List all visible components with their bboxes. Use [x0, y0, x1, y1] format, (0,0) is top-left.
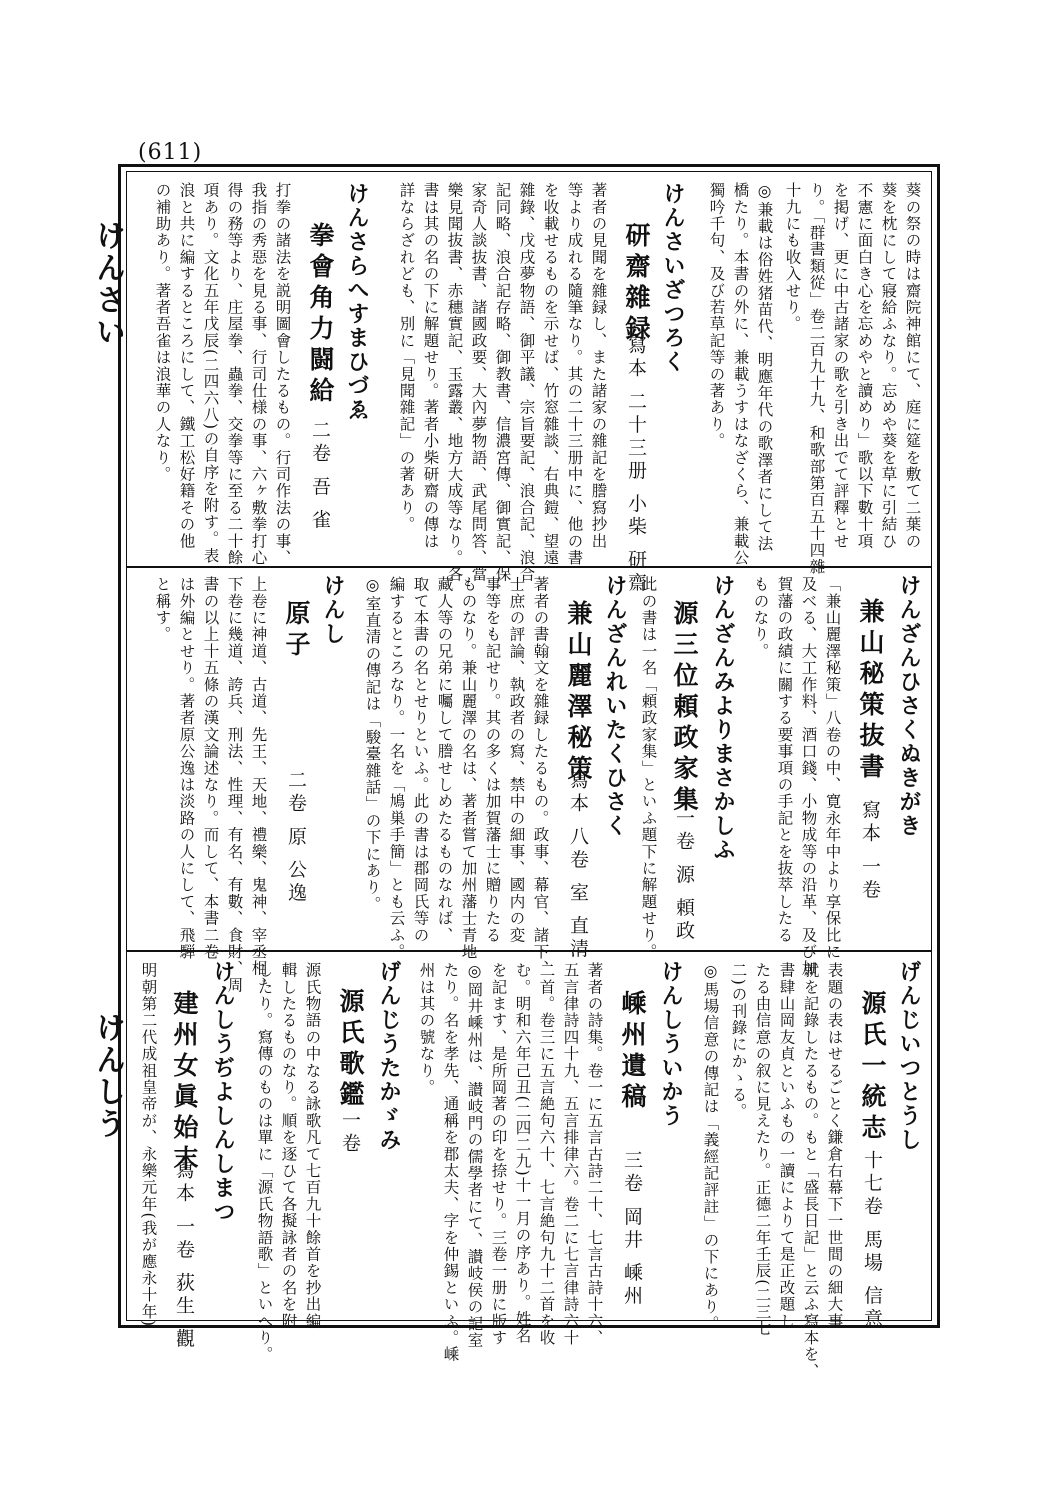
entry-meta: 一卷	[339, 1110, 361, 1156]
entry-meta: 寫本 八卷 室 直清	[567, 770, 589, 962]
entry-heading: けんし	[320, 574, 346, 646]
text-line: を記ます、是所岡著の印を捺せり。三卷一册に版す	[489, 962, 508, 1347]
text-line: は外編とせり。著者原公逸は淡路の人にして、飛騨	[177, 576, 196, 961]
text-line: 葵を枕にして寢給ふなり。忘めや葵を草に引結ひ	[879, 182, 898, 550]
entry-meta: 寫本 二十三册 小柴 研齋	[625, 335, 647, 596]
text-line: む。明和六年己丑(二四二九)十一月の序あり。姓名	[513, 962, 532, 1344]
text-line: 著者の詩集。卷一に五言古詩二十、七言古詩十六、	[585, 962, 604, 1347]
note-line: 獨吟千句、及び若草記等の著あり。	[707, 182, 726, 450]
side-label-bottom: けんしう	[90, 1012, 125, 1140]
text-line: 輯したるものなり。順を逐ひて各擬詠者の名を附	[279, 962, 298, 1330]
text-line: 得の務等より、庄屋拳、蟲拳、交拳等に至る二十餘	[225, 182, 244, 567]
entry-meta: 十七卷 馬場 信意	[861, 1150, 883, 1332]
entry-title: 源三位頼政家集	[670, 600, 699, 817]
entry-meta: 三卷 岡井 嵊州	[621, 1150, 643, 1309]
text-line: 二首。卷三に五言絶句六十、七言絶句九十二首を收	[537, 962, 556, 1347]
text-line: ものなり。	[751, 576, 770, 660]
entry-meta: 二卷 原 公逸	[285, 770, 307, 906]
text-line: 書は其の名の下に解題せり。著者小柴研齋の傳は	[421, 182, 440, 550]
text-line: 書肆山岡友貞といふもの一讀によりて是正改題し	[777, 962, 796, 1330]
entry-title: 源氏歌鑑	[336, 988, 365, 1112]
text-line: 書の以上十五條の漢文論述なり。而して、本書二卷	[201, 576, 220, 961]
entry-meta: 二卷 吾 雀	[309, 420, 331, 533]
text-line: たり。名を孝先、通稱を郡太夫、字を仲錫といふ。嵊	[441, 962, 460, 1363]
text-line: と稱す。	[153, 576, 172, 643]
text-line: 藏人等の兄弟に囑して謄せしめたるものなれば、	[435, 576, 454, 944]
entry-heading: けんざんれいたくひさく	[602, 574, 628, 838]
text-line: 「兼山麗澤秘策」八卷の中、寛永年中より享保比に	[823, 576, 842, 961]
entry-heading: けんしうぢよしんしまつ	[210, 960, 236, 1224]
text-line: 上卷に神道、古道、先王、天地、禮樂、鬼神、宰丞相、	[249, 576, 268, 994]
text-line: 著者の見聞を雜録し、また諸家の雜記を謄寫抄出	[589, 182, 608, 550]
text-line: 記同略、浪合記存略、御教書、信濃宮傳、御實記、保	[493, 182, 512, 583]
text-line: り。「群書類從」卷二百九十九、和歌部第百五十四雜	[807, 182, 826, 576]
text-line: 家奇人談抜書、諸國政要、大內夢物語、武尾問答、當	[469, 182, 488, 583]
text-line: 此の書は一名「頼政家集」といふ題下に解題せり。	[639, 576, 658, 961]
text-line: 及べる、大工作料、酒口錢、小物成等の沿革、及び加	[799, 576, 818, 977]
text-line: 事等をも記せり。其の多くは加賀藩士に贈りたる	[483, 576, 502, 944]
text-line: 不憲に面白き心を忘めやと讀めり」歌以下數十項	[855, 182, 874, 550]
entry-meta: 一卷 源 頼政	[673, 808, 695, 944]
entry-title: 拳會角力闘給	[306, 222, 335, 408]
text-line: 樂見聞抜書、赤穗實記、玉露叢、地方大成等なり。各	[445, 182, 464, 583]
entry-heading: けんさいざつろく	[660, 182, 686, 374]
entry-meta: 寫本 一卷	[859, 800, 881, 903]
text-line: 葵の祭の時は齋院神館にて、庭に筵を敷て二葉の	[903, 182, 922, 550]
side-label-top: けんさい	[90, 220, 125, 348]
text-line: 我指の秀惡を見る事、行司仕様の事、六ヶ敷拳打心	[249, 182, 268, 567]
note-line: ◎馬場信意の傳記は「義經記評註」の下にあり。	[701, 962, 720, 1332]
text-line: 五言律詩四十九、五言排律六。卷二に七言律詩六十	[561, 962, 580, 1347]
entry-meta: 寫本 一卷 荻生 觀	[173, 1160, 195, 1352]
text-line: 表題の表はせるごとく鎌倉右幕下一世間の細大事	[825, 962, 844, 1330]
entry-heading: けんざんみよりまさかしふ	[710, 574, 736, 862]
text-line: 下卷に幾道、誇兵、刑法、性理、有名、有數、食財、周	[225, 576, 244, 994]
note-line: ◎岡井嵊州は、讃岐門の儒學者にて、讃岐侯の記室	[465, 962, 484, 1349]
note-line: ◎室直清の傳記は「駿臺雜話」の下にあり。	[363, 576, 382, 913]
page-number: (611)	[138, 140, 203, 165]
text-line: 就を記錄したるもの。もと「盛長日記」と云ふ寫本を、	[801, 962, 820, 1380]
text-line: を收載せるものを示せば、竹窓雜談、右典鎧、望遠	[541, 182, 560, 567]
entry-title: 原子	[282, 600, 311, 662]
text-line: 賀藩の政績に關する要事項の手記とを抜萃したる	[775, 576, 794, 944]
text-line: 二)の刊錄にかゝる。	[729, 962, 748, 1120]
entry-heading: けんざんひさくぬきがき	[896, 574, 922, 838]
text-line: 雜錄、戊戌夢物語、御平議、宗旨要記、浪合記、浪合	[517, 182, 536, 583]
text-line: 浪と共に編するところにして、鐵工松好籍その他	[177, 182, 196, 550]
text-line: ものなり。兼山麗澤の名は、著者嘗て加州藩士青地	[459, 576, 478, 961]
entry-title: 嵊州遺稿	[618, 990, 647, 1114]
note-line: ◎兼載は俗姓猪苗代、明應年代の歌澤者にして法	[755, 182, 774, 552]
entry-title: 兼山秘策抜書	[856, 598, 885, 784]
entry-heading: げんじいつとうし	[896, 960, 922, 1152]
entry-title: 研齋雜録	[622, 222, 651, 346]
text-line: 州は其の號なり。	[417, 962, 436, 1096]
note-line: 橋たり。本書の外に、兼載うすはなざくら、兼載公	[731, 182, 750, 567]
text-line: の補助あり。著者吾雀は浪華の人なり。	[153, 182, 172, 483]
text-line: 源氏物語の中なる詠歌凡て七百九十餘首を抄出編	[303, 962, 322, 1330]
text-line: たる由信意の叙に見えたり。正德二年壬辰(二三七	[753, 962, 772, 1337]
text-line: 編するところなり。一名を「鳩巣手簡」とも云ふ。	[387, 576, 406, 961]
text-line: 取て本書の名とせりといふ。此の書は郡岡氏等の	[411, 576, 430, 944]
entry-heading: けんしういかう	[658, 960, 684, 1128]
text-line: したり。寫傳のものは單に「源氏物語歌」といへり。	[255, 962, 274, 1363]
entry-title: 建州女眞始末	[170, 990, 199, 1176]
entry-heading: げんじうたかゞみ	[376, 960, 402, 1152]
entry-title: 源氏一統志	[858, 990, 887, 1145]
text-line: 項あり。文化五年戊辰(二四六八)の自序を附す。表	[201, 182, 220, 564]
text-line: 著者の書翰文を雜録したるもの。政事、幕官、諸下、	[531, 576, 550, 977]
text-line: を掲げ、更に中古諸家の歌を引き出でて評釋とせ	[831, 182, 850, 550]
text-line: 士庶の評論、執政者の寫、禁中の細事、國内の変	[507, 576, 526, 944]
text-line: 十九にも收入せり。	[783, 182, 802, 333]
text-line: 明朝第二代成祖皇帝が、永樂元年(我が應永十年)	[139, 962, 158, 1328]
entry-title: 兼山麗澤秘策	[564, 600, 593, 786]
entry-heading: けんさらへすまひづゑ	[344, 182, 370, 422]
text-line: 打拳の諸法を説明圖會したるもの。行司作法の事、	[273, 182, 292, 567]
text-line: 等より成れる隨筆なり。其の二十三册中に、他の書	[565, 182, 584, 567]
text-line: 詳ならざれども、別に「見聞雜記」の著あり。	[397, 182, 416, 533]
